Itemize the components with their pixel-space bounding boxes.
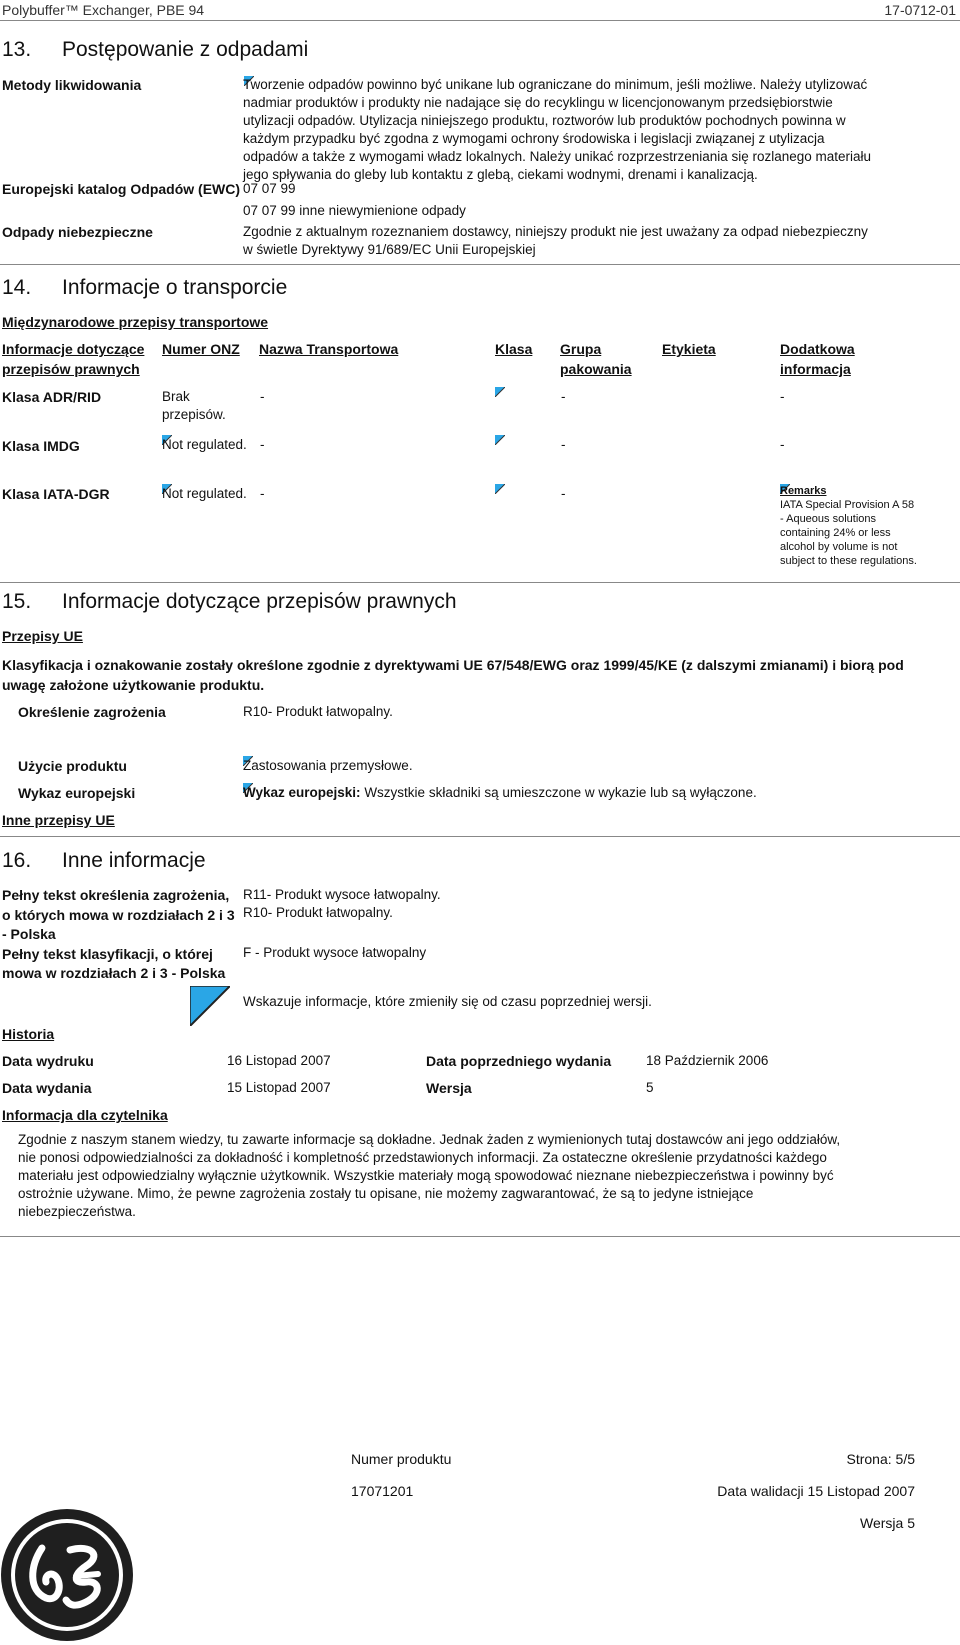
text-line: odpadów a także z wymogami władz lokalnych. Należy unikać rozprzestrzeniania się rozlanego materiału bbox=[243, 149, 872, 164]
text-line: subject to these regulations. bbox=[780, 555, 917, 567]
col-header-etykieta: Etykieta bbox=[662, 341, 716, 357]
section-14-title bbox=[2, 276, 287, 300]
ewc-desc: 07 07 99 inne niewymienione odpady bbox=[243, 203, 466, 218]
row-iata-klasa bbox=[497, 485, 502, 503]
wskazuje-text: Wskazuje informacje, które zmieniły się od czasu poprzedniej wersji. bbox=[243, 994, 652, 1009]
data-wydania-label: Data wydania bbox=[2, 1080, 92, 1096]
text-line: nie ponosi odpowiedzialności za dokładność i kompletność przedstawionych informacji. Za ostateczne określenie przydatności każdego bbox=[18, 1150, 827, 1165]
text-line: o których mowa w rozdziałach 2 i 3 bbox=[2, 906, 235, 923]
text-line: przepisów. bbox=[162, 407, 226, 422]
odpady-text bbox=[243, 223, 943, 259]
section-title-text: Informacje dotyczące przepisów prawnych bbox=[62, 590, 457, 613]
header-product: Polybuffer™ Exchanger, PBE 94 bbox=[2, 2, 205, 18]
text-line: - Aqueous solutions bbox=[780, 513, 877, 525]
col-header-klasa: Klasa bbox=[495, 341, 533, 357]
section-number: 16. bbox=[2, 849, 32, 872]
col-header-onz: Numer ONZ bbox=[162, 341, 240, 357]
text-line: R10- Produkt łatwopalny. bbox=[243, 905, 393, 920]
wykaz-value bbox=[243, 784, 757, 802]
header-line: Dodatkowa bbox=[780, 341, 855, 357]
header-rule bbox=[0, 20, 960, 21]
text-line: - Polska bbox=[2, 926, 56, 942]
data-wydruku-value: 16 Listopad 2007 bbox=[227, 1053, 331, 1068]
col-header-grupa bbox=[560, 339, 632, 379]
section-16-title bbox=[2, 849, 206, 873]
inne-przepisy-subtitle: Inne przepisy UE bbox=[2, 812, 115, 828]
section-title-text: Postępowanie z odpadami bbox=[62, 38, 309, 61]
text-line: IATA Special Provision A 58 bbox=[780, 499, 915, 511]
text-line: niebezpieczeństwa. bbox=[18, 1204, 136, 1219]
footer-numer-value: 17071201 bbox=[351, 1483, 414, 1499]
row-adr-label: Klasa ADR/RID bbox=[2, 389, 102, 405]
text-line: uwagę założone użytkowanie produktu. bbox=[2, 677, 265, 693]
row-adr-onz bbox=[162, 388, 226, 424]
text-line: alcohol by volume is not bbox=[780, 541, 898, 553]
header-line: przepisów prawnych bbox=[2, 361, 140, 377]
text-line: R11- Produkt wysoce łatwopalny. bbox=[243, 887, 441, 902]
text-line: Pełny tekst określenia zagrożenia, bbox=[2, 887, 230, 903]
header-line: Grupa bbox=[560, 341, 602, 357]
footer-numer-label: Numer produktu bbox=[351, 1451, 452, 1467]
uzycie-value: Zastosowania przemysłowe. bbox=[243, 758, 413, 773]
row-iata-nazwa: - bbox=[260, 486, 265, 501]
section-title-text: Inne informacje bbox=[62, 849, 206, 872]
header-code: 17-0712-01 bbox=[884, 2, 956, 18]
section-title-text: Informacje o transporcie bbox=[62, 276, 288, 299]
row-iata-grupa: - bbox=[561, 486, 566, 501]
row-imdg-onz: Not regulated. bbox=[162, 437, 247, 452]
section-number: 13. bbox=[2, 38, 32, 61]
pelny-tekst-values bbox=[243, 886, 441, 922]
metody-text bbox=[243, 76, 943, 184]
row-iata-onz: Not regulated. bbox=[162, 486, 247, 501]
change-legend-flag-icon bbox=[190, 986, 230, 1029]
row-imdg-klasa bbox=[497, 436, 502, 454]
wersja-value: 5 bbox=[646, 1080, 654, 1095]
header-line: informacja bbox=[780, 361, 851, 377]
text-line: każdym przypadku być zgodna z wymogami ochrony środowiska i legislacji związanej z utylizacja bbox=[243, 131, 825, 146]
czytelnik-subtitle: Informacja dla czytelnika bbox=[2, 1107, 168, 1123]
data-poprzedniego-value: 18 Październik 2006 bbox=[646, 1053, 769, 1068]
header-line: Informacje dotyczące bbox=[2, 341, 145, 357]
transport-subtitle: Międzynarodowe przepisy transportowe bbox=[2, 314, 269, 330]
uzycie-label: Użycie produktu bbox=[18, 758, 127, 774]
row-imdg-nazwa: - bbox=[260, 437, 265, 452]
text-line: Zgodnie z naszym stanem wiedzy, tu zawarte informacje są dokładne. Jednak żaden z wymienionych tutaj dostawców ani jego oddziałów, bbox=[18, 1132, 841, 1147]
ewc-code: 07 07 99 bbox=[243, 181, 296, 196]
row-adr-klasa bbox=[497, 388, 502, 406]
text-line: nadmiar produktów i produkty nie nadające się do recyklingu w licencjonowanym przedsiębiorstwie bbox=[243, 95, 833, 110]
footer-strona: Strona: 5/5 bbox=[846, 1451, 915, 1467]
row-imdg-dod: - bbox=[780, 437, 785, 452]
section-rule bbox=[0, 264, 960, 265]
okreslenie-label: Określenie zagrożenia bbox=[18, 704, 166, 720]
wersja-label: Wersja bbox=[426, 1080, 472, 1096]
text-line: mowa w rozdziałach 2 i 3 - Polska bbox=[2, 965, 226, 981]
pelny-tekst-label bbox=[2, 886, 235, 984]
section-rule bbox=[0, 1236, 960, 1237]
row-iata-label: Klasa IATA-DGR bbox=[2, 486, 110, 502]
text-line: materiału jest odpowiedzialny wyłącznie użytkownik. Wszystkie materiały mogą spowodować nieznane niebezpieczeństwa i powinny być bbox=[18, 1168, 834, 1183]
text-line: Klasyfikacja i oznakowanie zostały określone zgodnie z dyrektywami UE 67/548/EWG oraz 1999/45/KE (z dalszymi zmianami) i biorą pod bbox=[2, 657, 904, 673]
section-number: 15. bbox=[2, 590, 32, 613]
wykaz-label: Wykaz europejski bbox=[18, 785, 136, 801]
przepisy-ue-subtitle: Przepisy UE bbox=[2, 628, 83, 644]
row-imdg-grupa: - bbox=[561, 437, 566, 452]
footer-wersja: Wersja 5 bbox=[860, 1515, 915, 1531]
section-number: 14. bbox=[2, 276, 32, 299]
okreslenie-value: R10- Produkt łatwopalny. bbox=[243, 704, 393, 719]
row-adr-nazwa: - bbox=[260, 389, 265, 404]
odpady-label: Odpady niebezpieczne bbox=[2, 224, 153, 240]
text-line: ostrożnie używane. Mimo, że pewne zagrożenia zostały tu opisane, nie możemy zagwarantować, że są to jedyne istniejące bbox=[18, 1186, 754, 1201]
row-adr-grupa: - bbox=[561, 389, 566, 404]
page-header bbox=[0, 0, 960, 28]
czytelnik-text bbox=[18, 1131, 948, 1221]
ge-logo bbox=[0, 1508, 134, 1645]
wykaz-text: Wszystkie składniki są umieszczone w wykazie lub są wyłączone. bbox=[364, 785, 757, 800]
text-line: Zgodnie z aktualnym rozeznaniem dostawcy, niniejszy produkt nie jest uważany za odpad niebezpieczny bbox=[243, 224, 868, 239]
remarks-title: Remarks bbox=[780, 485, 827, 497]
text-line: Pełny tekst klasyfikacji, o której bbox=[2, 945, 213, 962]
data-poprzedniego-label: Data poprzedniego wydania bbox=[426, 1053, 612, 1069]
wykaz-bold: Wykaz europejski: bbox=[243, 785, 361, 800]
text-line: utylizacji odpadów. Utylizacja niniejszego produktu, roztworów lub produktów pochodnych powinna w bbox=[243, 113, 846, 128]
klasyfikacja-text bbox=[2, 655, 942, 695]
section-rule bbox=[0, 582, 960, 583]
row-adr-dod: - bbox=[780, 389, 785, 404]
text-line: Tworzenie odpadów powinno być unikane lub ograniczane do minimum, jeśli możliwe. Należy utylizować bbox=[243, 77, 868, 92]
col-header-nazwa: Nazwa Transportowa bbox=[259, 341, 399, 357]
text-line: Brak bbox=[162, 389, 190, 404]
row-imdg-label: Klasa IMDG bbox=[2, 438, 80, 454]
data-wydania-value: 15 Listopad 2007 bbox=[227, 1080, 331, 1095]
header-line: pakowania bbox=[560, 361, 632, 377]
section-13-title bbox=[2, 38, 308, 62]
col-header-dodatkowa bbox=[780, 339, 855, 379]
text-line: w świetle Dyrektywy 91/689/EC Unii Europejskiej bbox=[243, 242, 536, 257]
section-rule bbox=[0, 836, 960, 837]
text-line: jego spływania do gleby lub kontaktu z glebą, ciekami wodnymi, drenami i kanalizacją. bbox=[243, 167, 758, 182]
iata-remarks bbox=[780, 484, 950, 568]
historia-subtitle: Historia bbox=[2, 1026, 55, 1042]
col-header-info bbox=[2, 339, 144, 379]
section-15-title bbox=[2, 590, 457, 614]
data-wydruku-label: Data wydruku bbox=[2, 1053, 94, 1069]
metody-label: Metody likwidowania bbox=[2, 77, 142, 93]
pelny-klasyfikacja-value: F - Produkt wysoce łatwopalny bbox=[243, 945, 427, 960]
footer-walidacja: Data walidacji 15 Listopad 2007 bbox=[717, 1483, 915, 1499]
ewc-label: Europejski katalog Odpadów (EWC) bbox=[2, 181, 241, 197]
text-line: containing 24% or less bbox=[780, 527, 891, 539]
